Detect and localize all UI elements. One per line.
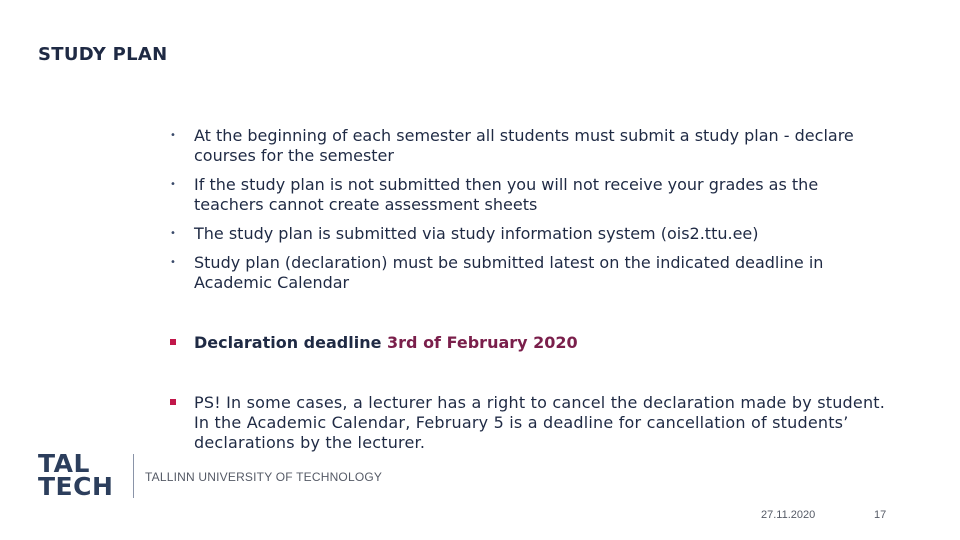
bullet-dot-icon: • (170, 130, 176, 141)
logo-divider (133, 454, 134, 498)
bullet-dot-icon: • (170, 228, 176, 239)
bullet-item (170, 253, 870, 293)
bullet-text: If the study plan is not submitted then you will not receive your grades as the teachers cannot create assessment sheets (194, 175, 819, 214)
ps-item (170, 393, 894, 453)
logo-line-2: TECH (38, 472, 114, 501)
slide-date: 27.11.2020 (761, 509, 816, 521)
bullet-item (170, 126, 870, 166)
deadline-label: Declaration deadline (194, 333, 388, 352)
deadline-item (170, 333, 894, 353)
square-bullet-icon (170, 399, 176, 405)
slide-title: STUDY PLAN (38, 44, 168, 65)
page-number: 17 (874, 509, 887, 521)
bullet-text: At the beginning of each semester all students must submit a study plan - declare courses for the semester (194, 126, 854, 165)
bullet-dot-icon: • (170, 179, 176, 190)
ps-text: PS! In some cases, a lecturer has a right to cancel the declaration made by student. In the Academic Calendar, February 5 is a deadline for cancellation of students’ declarations by the lecturer. (194, 393, 886, 452)
deadline-date: 3rd of February 2020 (387, 333, 578, 352)
bullet-text: Study plan (declaration) must be submitted latest on the indicated deadline in Academic Calendar (194, 253, 824, 292)
bullet-dot-icon: • (170, 257, 176, 268)
university-name: TALLINN UNIVERSITY OF TECHNOLOGY (145, 470, 383, 484)
square-bullet-icon (170, 339, 176, 345)
taltech-logo (38, 449, 124, 501)
bullet-item (170, 175, 870, 215)
bullet-text: The study plan is submitted via study information system (ois2.ttu.ee) (194, 224, 759, 243)
bullet-item (170, 224, 870, 244)
logo-line-1: TAL (38, 449, 90, 478)
bullet-list (170, 126, 870, 302)
